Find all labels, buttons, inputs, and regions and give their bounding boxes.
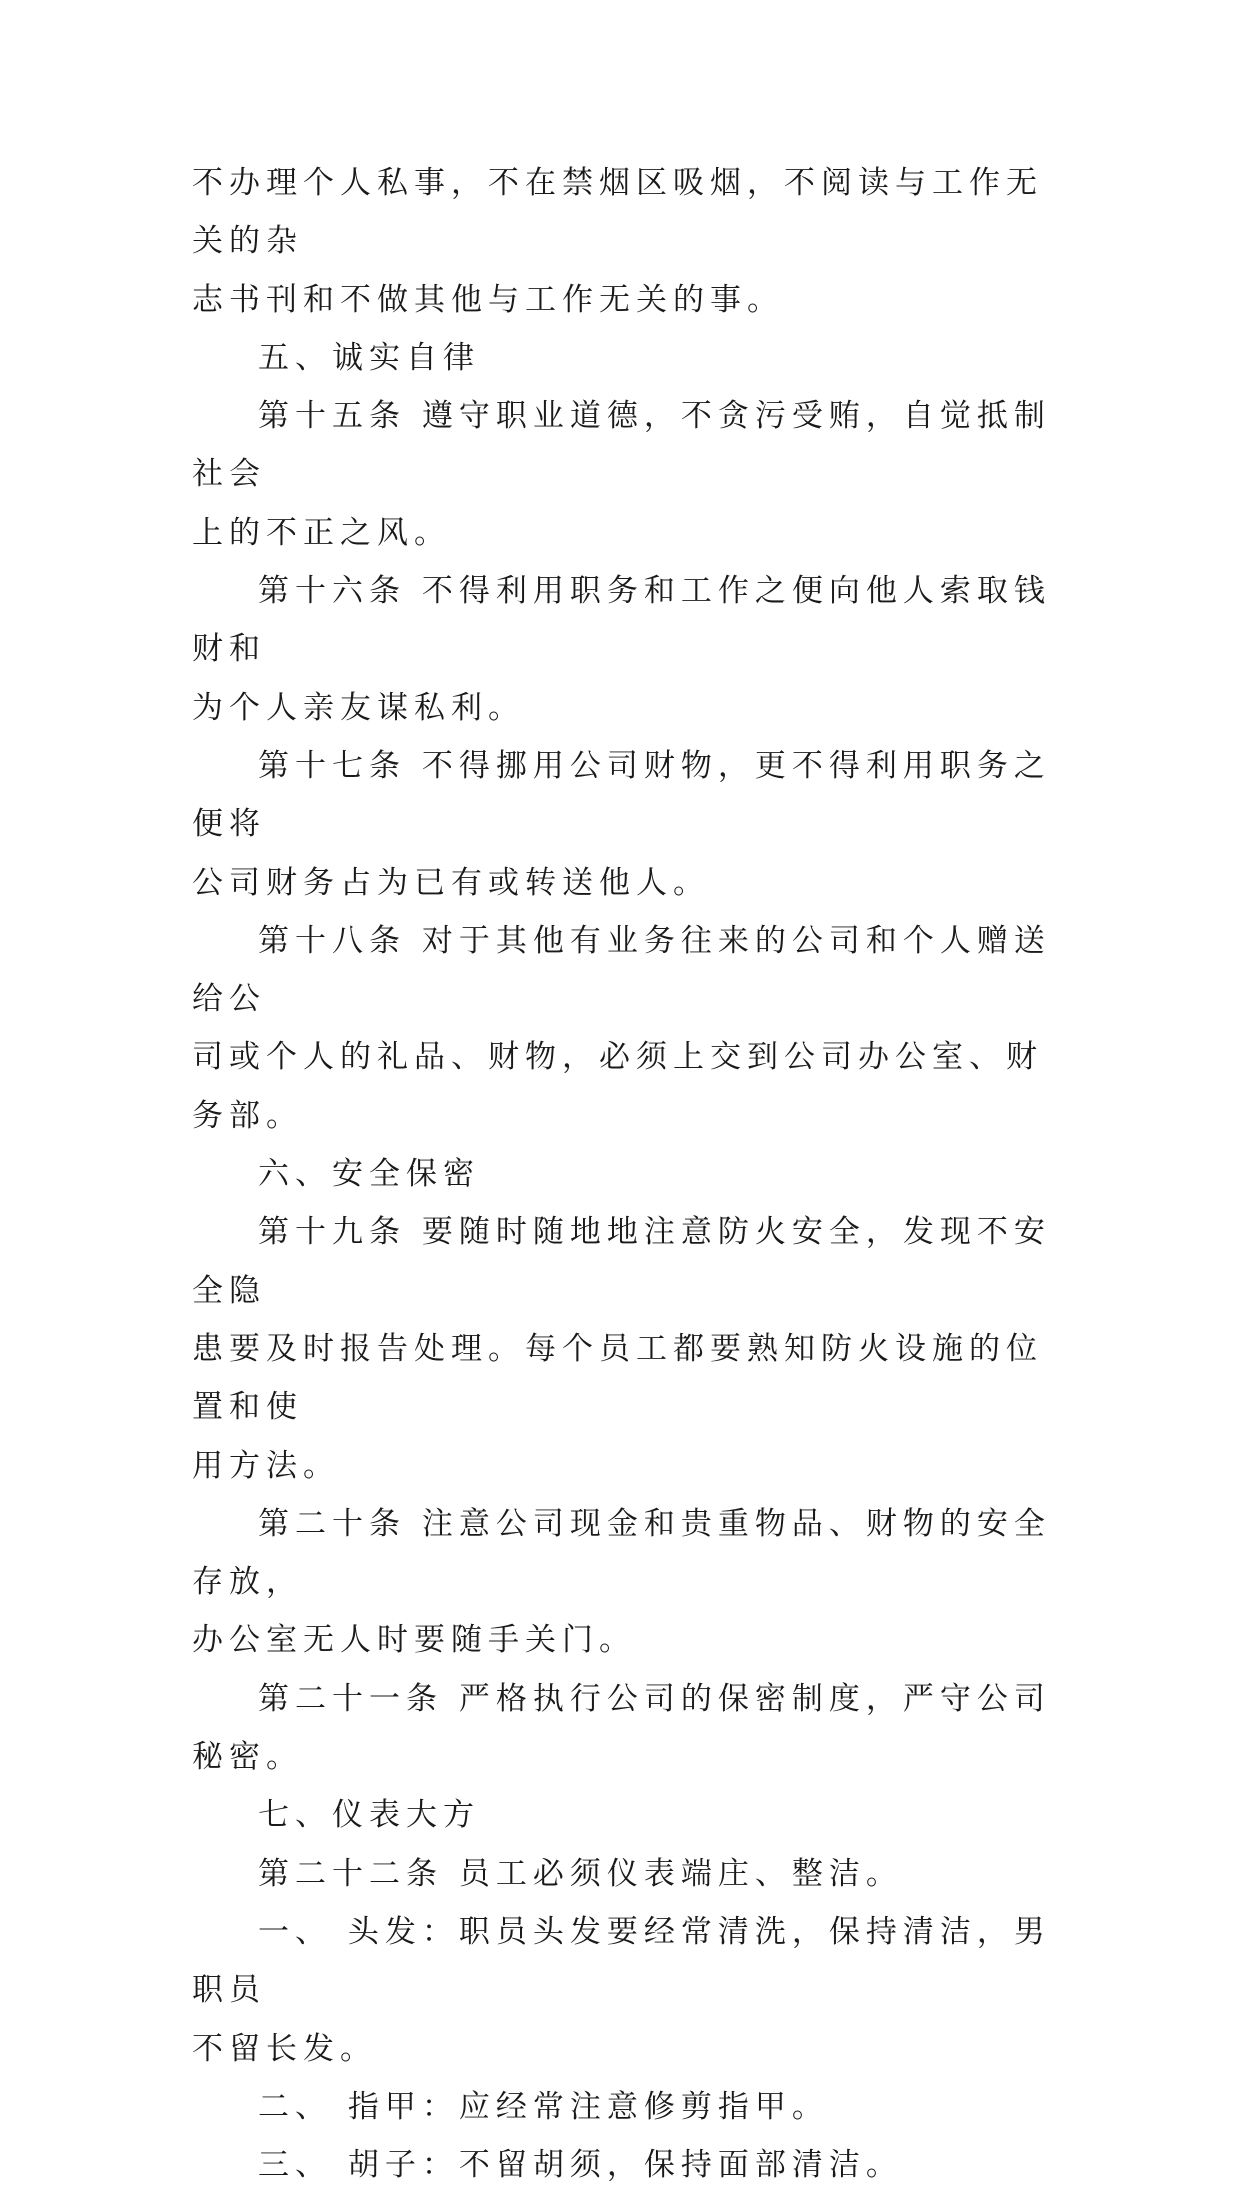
line: 不留长发。 xyxy=(192,2030,377,2067)
line: 第二十二条 员工必须仪表端庄、整洁。 xyxy=(258,1855,903,1892)
section-heading-5 xyxy=(192,329,1072,387)
line: 为个人亲友谋私利。 xyxy=(192,689,525,726)
line: 三、 胡子：不留胡须，保持面部清洁。 xyxy=(258,2147,903,2184)
line: 司或个人的礼品、财物，必须上交到公司办公室、财务部。 xyxy=(192,1039,1043,1134)
line: 患要及时报告处理。每个员工都要熟知防火设施的位置和使 xyxy=(192,1330,1043,1426)
line: 第二十条 注意公司现金和贵重物品、财物的安全存放， xyxy=(192,1505,1051,1601)
article-18 xyxy=(192,912,1072,1145)
line: 第十六条 不得利用职务和工作之便向他人索取钱财和 xyxy=(192,573,1051,668)
line: 第十五条 遵守职业道德，不贪污受贿，自觉抵制社会 xyxy=(192,398,1051,493)
article-17 xyxy=(192,737,1072,912)
item-beard xyxy=(192,2136,1072,2194)
line: 志书刊和不做其他与工作无关的事。 xyxy=(192,281,784,318)
line: 用方法。 xyxy=(192,1447,340,1484)
line: 不办理个人私事，不在禁烟区吸烟，不阅读与工作无关的杂 xyxy=(192,165,1043,260)
article-15 xyxy=(192,387,1072,562)
line: 办公室无人时要随手关门。 xyxy=(192,1622,636,1659)
article-21 xyxy=(192,1670,1072,1787)
item-hair xyxy=(192,1903,1072,2078)
line: 公司财务占为已有或转送他人。 xyxy=(192,864,710,901)
article-16 xyxy=(192,562,1072,737)
line: 二、 指甲：应经常注意修剪指甲。 xyxy=(258,2088,829,2125)
line: 七、仪表大方 xyxy=(258,1797,480,1834)
article-19 xyxy=(192,1203,1072,1494)
line: 第二十一条 严格执行公司的保密制度，严守公司秘密。 xyxy=(192,1680,1051,1776)
line: 第十八条 对于其他有业务往来的公司和个人赠送给公 xyxy=(192,922,1051,1018)
line: 一、 头发：职员头发要经常清洗，保持清洁，男职员 xyxy=(192,1913,1051,2009)
line: 五、诚实自律 xyxy=(258,339,480,376)
paragraph-1 xyxy=(192,154,1072,329)
section-heading-6 xyxy=(192,1145,1072,1203)
document-body xyxy=(192,154,1072,2194)
line: 六、安全保密 xyxy=(258,1156,480,1193)
article-22 xyxy=(192,1845,1072,1903)
article-20 xyxy=(192,1495,1072,1670)
line: 第十七条 不得挪用公司财物，更不得利用职务之便将 xyxy=(192,747,1051,843)
line: 上的不正之风。 xyxy=(192,514,451,551)
item-nails xyxy=(192,2078,1072,2136)
section-heading-7 xyxy=(192,1786,1072,1844)
line: 第十九条 要随时随地地注意防火安全，发现不安全隐 xyxy=(192,1214,1051,1309)
